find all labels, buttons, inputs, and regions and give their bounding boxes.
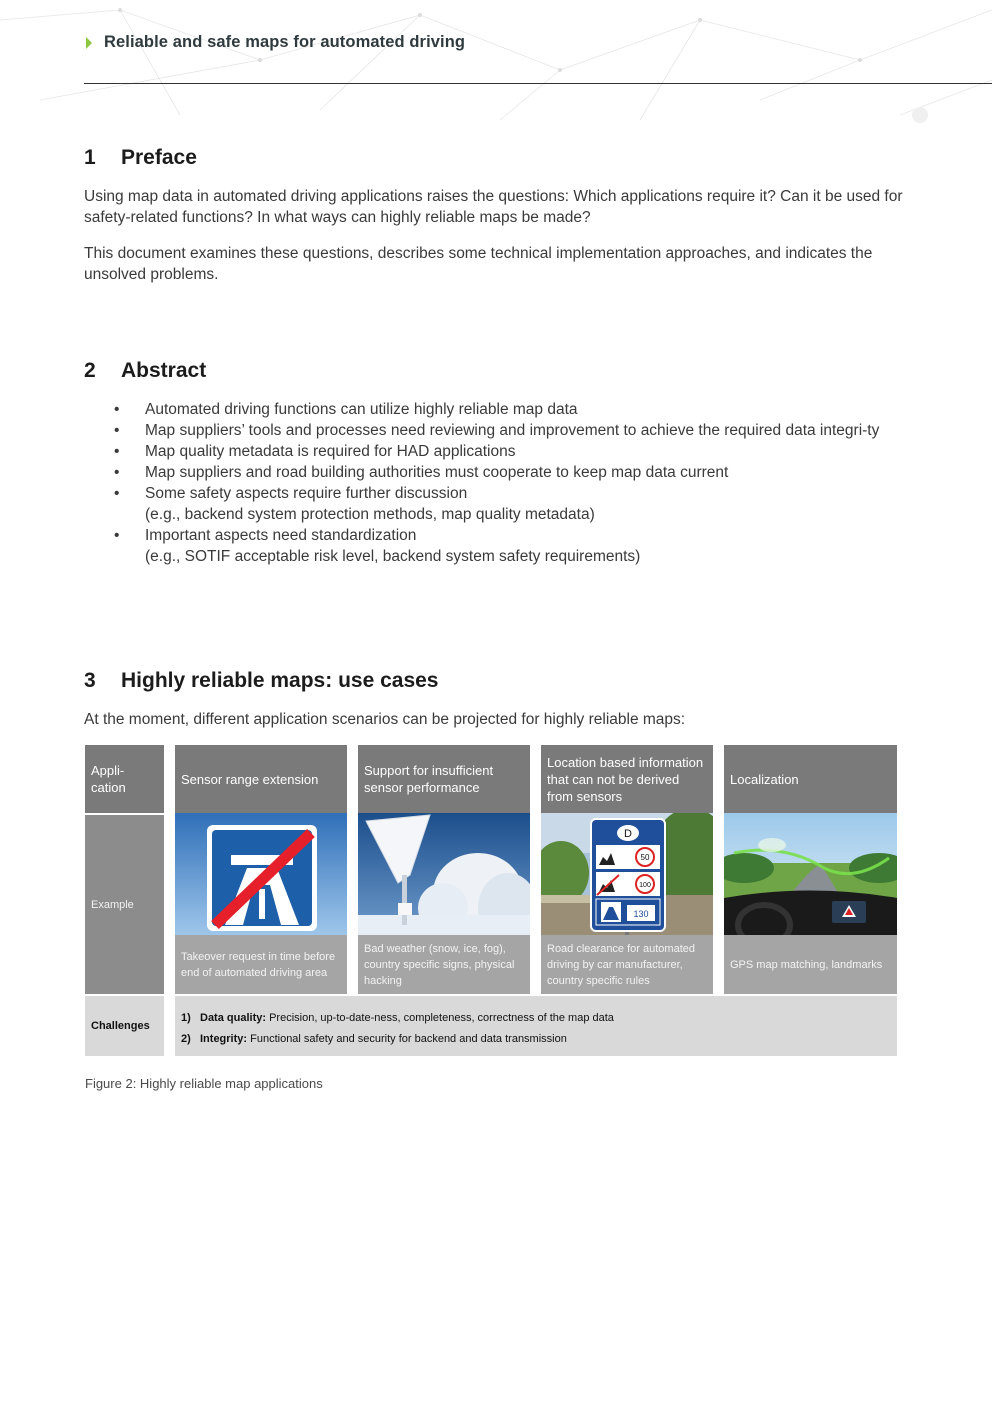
use-cases-intro: At the moment, different application scenarios can be projected for highly reliable maps: xyxy=(84,711,686,728)
car-cockpit-road-image xyxy=(724,813,897,935)
challenge-item: 2) Integrity: Functional safety and security for backend and data transmission xyxy=(181,1033,567,1045)
sign-rural-limit: 100 xyxy=(639,882,651,889)
motorway-end-sign-image xyxy=(175,813,347,935)
use-case-figure xyxy=(85,745,897,1056)
section-title: Highly reliable maps: use cases xyxy=(121,669,439,692)
section-heading-use-cases xyxy=(84,669,438,693)
column-caption-sensor-range: Takeover request in time before end of automated driving area xyxy=(175,935,347,994)
row-label-example: Example xyxy=(85,815,164,994)
section-heading-abstract xyxy=(84,359,206,383)
preface-paragraph-2: This document examines these questions, describes some technical implementation approaches, and indicates the unsolved problems. xyxy=(84,245,873,283)
section-title: Abstract xyxy=(121,359,207,382)
network-pattern-decoration xyxy=(0,0,992,130)
row-label-application: Appli-cation xyxy=(85,745,164,813)
column-header-sensor-range: Sensor range extension xyxy=(175,745,347,813)
list-item: • Map suppliers and road building authorities must cooperate to keep map data current xyxy=(114,464,729,481)
snow-covered-sign-image xyxy=(358,813,530,935)
column-caption-localization: GPS map matching, landmarks xyxy=(724,935,897,994)
column-caption-insufficient-sensor: Bad weather (snow, ice, fog), country specific signs, physical hacking xyxy=(358,935,530,994)
preface-paragraph-1: Using map data in automated driving applications raises the questions: Which applications require it? Can it be used for safety-related functions? In what ways can highly reliable maps be made? xyxy=(84,188,903,226)
figure-caption: Figure 2: Highly reliable map applications xyxy=(85,1076,323,1091)
header-divider xyxy=(84,83,992,84)
running-header xyxy=(84,33,465,52)
challenges-panel xyxy=(175,996,897,1056)
column-header-insufficient-sensor: Support for insufficient sensor performance xyxy=(358,745,530,813)
challenge-item: 1) Data quality: Precision, up-to-date-ness, completeness, correctness of the map data xyxy=(181,1012,614,1024)
running-header-title: Reliable and safe maps for automated driving xyxy=(104,33,466,51)
list-item: • Some safety aspects require further discussion (e.g., backend system protection methods, map quality metadata) xyxy=(114,485,595,523)
section-heading-preface xyxy=(84,146,197,170)
section-number: 2 xyxy=(84,359,96,382)
list-item: • Map quality metadata is required for HAD applications xyxy=(114,443,516,460)
sign-town-limit: 50 xyxy=(640,853,650,862)
column-header-localization: Localization xyxy=(724,745,897,813)
section-number: 3 xyxy=(84,669,96,692)
sign-motorway-limit: 130 xyxy=(633,909,649,919)
column-caption-location-info: Road clearance for automated driving by car manufacturer, country specific rules xyxy=(541,935,713,994)
abstract-bullet-list xyxy=(84,399,914,567)
germany-speed-limit-sign-image xyxy=(541,813,713,935)
row-label-challenges: Challenges xyxy=(85,996,164,1056)
list-item: • Important aspects need standardization (e.g., SOTIF acceptable risk level, backend system safety requirements) xyxy=(114,527,641,565)
sign-country-letter: D xyxy=(624,828,632,840)
chevron-right-icon xyxy=(84,36,94,50)
section-title: Preface xyxy=(121,146,197,169)
list-item: • Automated driving functions can utilize highly reliable map data xyxy=(114,401,578,418)
column-header-location-info: Location based information that can not be derived from sensors xyxy=(541,745,713,813)
list-item: • Map suppliers’ tools and processes need reviewing and improvement to achieve the required data integri-ty xyxy=(114,422,880,439)
section-number: 1 xyxy=(84,146,96,169)
